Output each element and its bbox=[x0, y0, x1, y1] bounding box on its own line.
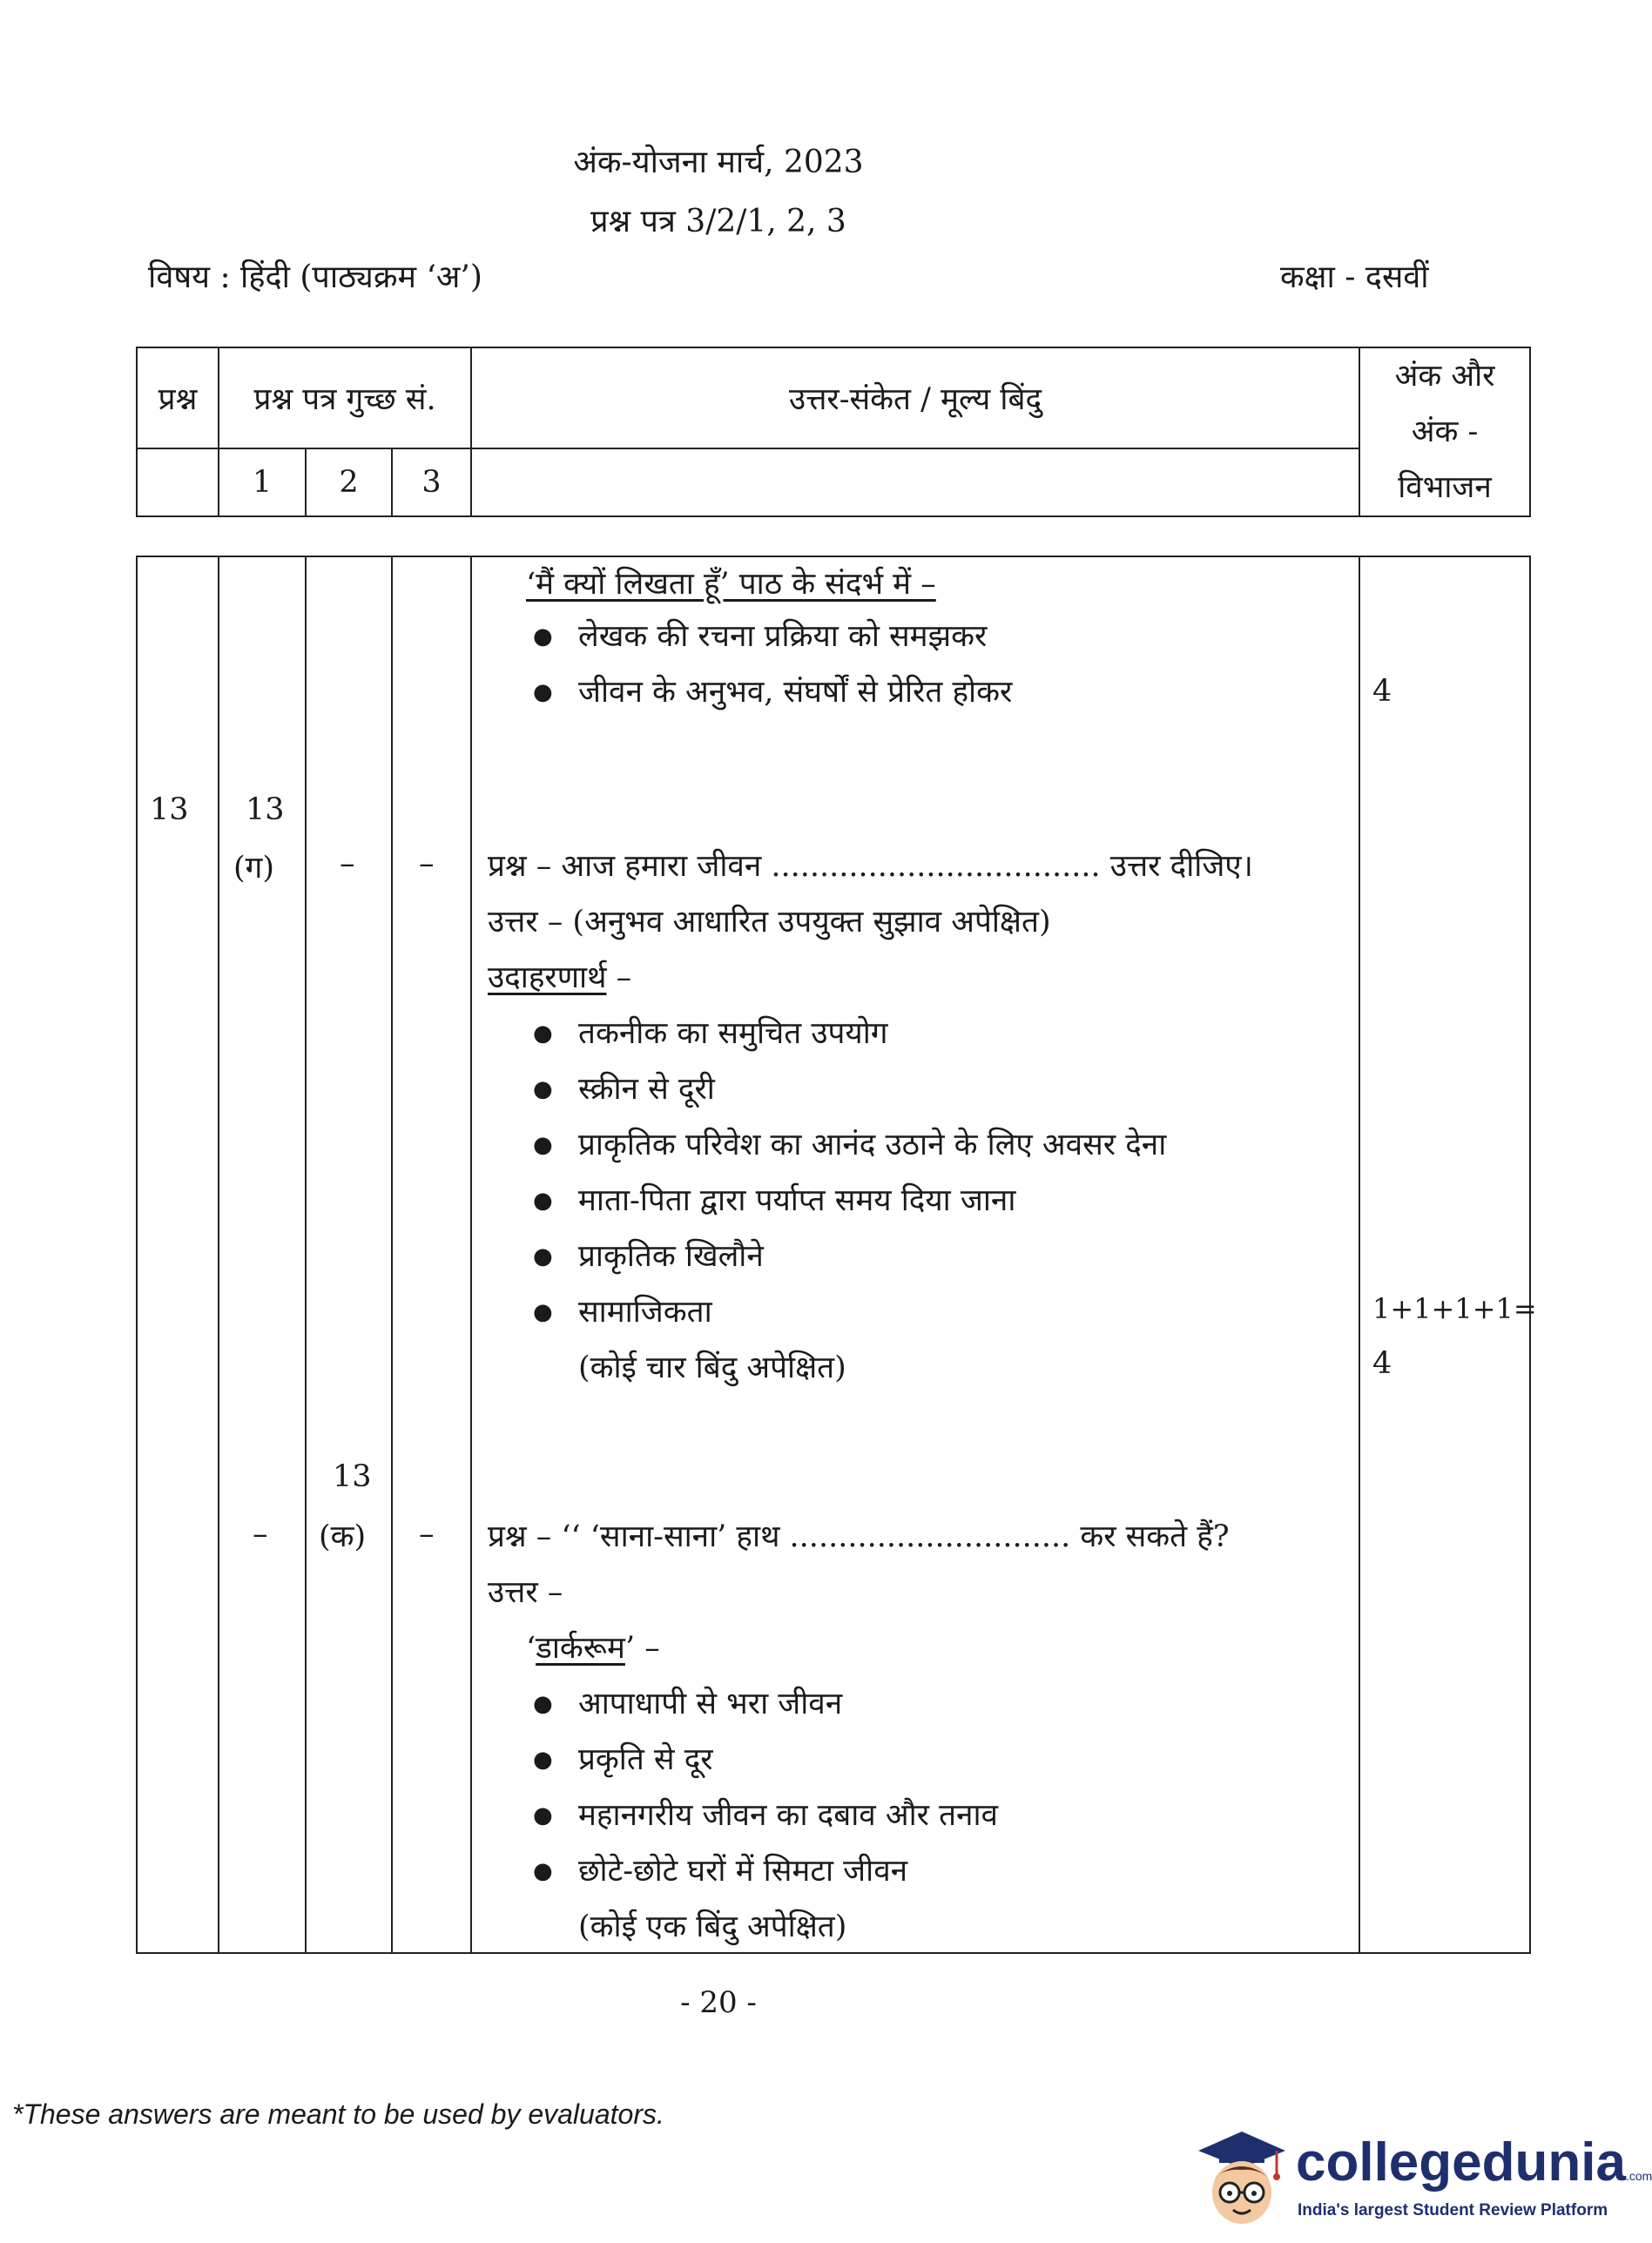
set2-number: 13 bbox=[333, 1459, 372, 1494]
block2-question: प्रश्न – आज हमारा जीवन .................................. उत्तर दीजिए। bbox=[488, 849, 1253, 884]
set-3-header: 3 bbox=[392, 448, 471, 516]
page-title: अंक-योजना मार्च, 2023 bbox=[573, 145, 864, 180]
block2-answer: उत्तर – (अनुभव आधारित उपयुक्त सुझाव अपेक्षित) bbox=[488, 905, 1051, 940]
col-marks-header: अंक और अंक - विभाजन bbox=[1359, 347, 1530, 516]
bullet-icon: ● bbox=[533, 623, 553, 650]
col-question-header: प्रश्न bbox=[137, 347, 219, 448]
set1-sub: (ग) bbox=[233, 851, 275, 886]
bullet-icon: ● bbox=[533, 1132, 553, 1158]
list-item: प्राकृतिक परिवेश का आनंद उठाने के लिए अवसर देना bbox=[578, 1128, 1167, 1162]
set1-dash: – bbox=[253, 1517, 268, 1552]
list-item: आपाधापी से भरा जीवन bbox=[578, 1687, 843, 1721]
block2-marks-total: 4 bbox=[1372, 1346, 1392, 1381]
set-2-header: 2 bbox=[306, 448, 392, 516]
bullet-icon: ● bbox=[533, 1188, 553, 1214]
set3-dash: – bbox=[419, 846, 435, 881]
block3-note: (कोई एक बिंदु अपेक्षित) bbox=[578, 1910, 847, 1944]
block2-marks: 1+1+1+1= bbox=[1372, 1292, 1537, 1325]
list-item: तकनीक का समुचित उपयोग bbox=[578, 1016, 888, 1051]
list-item: प्रकृति से दूर bbox=[578, 1742, 713, 1777]
set2-dash: – bbox=[340, 846, 355, 881]
bullet-icon: ● bbox=[533, 1802, 553, 1829]
bullet-icon: ● bbox=[533, 1299, 553, 1325]
question-number: 13 bbox=[150, 792, 189, 827]
col-answer-header: उत्तर-संकेत / मूल्य बिंदु bbox=[471, 347, 1359, 448]
block3-question: प्रश्न – ‘‘ ‘साना-साना’ हाथ ............................. कर सकते हैं? bbox=[488, 1519, 1230, 1554]
page-number: - 20 - bbox=[680, 1985, 757, 2020]
block3-subheading: ‘डार्करूम’ – bbox=[526, 1631, 660, 1666]
class-label: कक्षा - दसवीं bbox=[1280, 259, 1429, 295]
list-item: स्क्रीन से दूरी bbox=[578, 1072, 715, 1107]
brand-tagline: India's largest Student Review Platform bbox=[1298, 2201, 1608, 2219]
mascot-logo-icon bbox=[1190, 2125, 1294, 2229]
bullet-icon: ● bbox=[533, 1020, 553, 1047]
list-item: जीवन के अनुभव, संघर्षों से प्रेरित होकर bbox=[578, 675, 1013, 710]
paper-code: प्रश्न पत्र 3/2/1, 2, 3 bbox=[590, 204, 846, 239]
list-item: छोटे-छोटे घरों में सिमटा जीवन bbox=[578, 1854, 908, 1889]
set2-sub: (क) bbox=[319, 1519, 367, 1554]
list-item: महानगरीय जीवन का दबाव और तनाव bbox=[578, 1798, 998, 1833]
list-item: माता-पिता द्वारा पर्याप्त समय दिया जाना bbox=[578, 1183, 1016, 1218]
bullet-icon: ● bbox=[533, 1076, 553, 1102]
evaluator-note: *These answers are meant to be used by evaluators. bbox=[12, 2098, 664, 2130]
set3-dash-2: – bbox=[419, 1517, 435, 1552]
answer-table bbox=[136, 556, 1537, 1954]
header-table bbox=[136, 347, 1531, 517]
list-item: प्राकृतिक खिलौने bbox=[578, 1239, 764, 1274]
answer-cell bbox=[471, 556, 1359, 1953]
brand-wordmark: collegedunia.com bbox=[1296, 2132, 1652, 2192]
list-item: सामाजिकता bbox=[578, 1295, 712, 1330]
block1-intro: ‘मैं क्यों लिखता हूँ’ पाठ के संदर्भ में – bbox=[526, 567, 936, 602]
bullet-icon: ● bbox=[533, 679, 553, 705]
set-1-header: 1 bbox=[219, 448, 306, 516]
bullet-icon: ● bbox=[533, 1747, 553, 1773]
block3-answer: उत्तर – bbox=[488, 1575, 563, 1610]
list-item: लेखक की रचना प्रक्रिया को समझकर bbox=[578, 619, 988, 654]
subject-label: विषय : हिंदी (पाठ्यक्रम ‘अ’) bbox=[148, 259, 482, 295]
block1-marks: 4 bbox=[1372, 674, 1392, 709]
bullet-icon: ● bbox=[533, 1691, 553, 1717]
bullet-icon: ● bbox=[533, 1243, 553, 1270]
block2-example: उदाहरणार्थ – bbox=[488, 960, 632, 995]
marks-cell bbox=[1359, 556, 1537, 1953]
col-set-header: प्रश्न पत्र गुच्छ सं. bbox=[219, 347, 471, 448]
block2-note: (कोई चार बिंदु अपेक्षित) bbox=[578, 1351, 846, 1385]
set1-number: 13 bbox=[246, 792, 285, 827]
bullet-icon: ● bbox=[533, 1858, 553, 1884]
